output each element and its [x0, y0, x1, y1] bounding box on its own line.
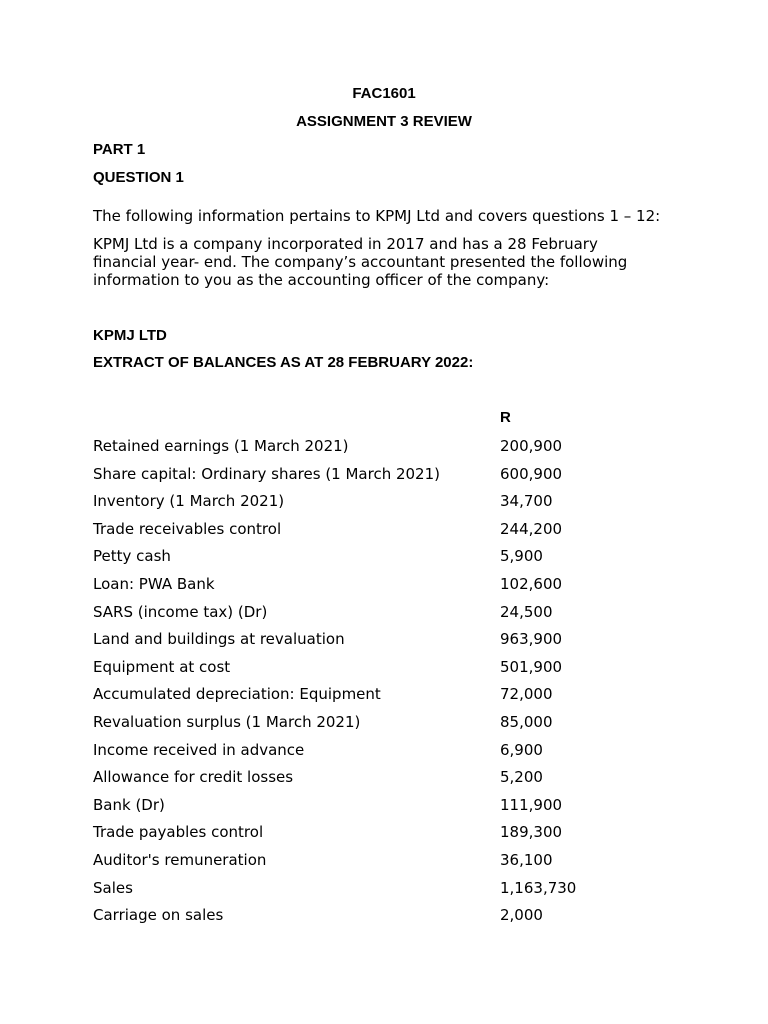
- balance-label: Retained earnings (1 March 2021): [93, 437, 349, 455]
- balance-label: Income received in advance: [93, 740, 305, 759]
- table-row: [93, 657, 613, 677]
- balance-value: 36,100: [500, 851, 553, 869]
- table-row: [93, 602, 613, 622]
- assignment-title: ASSIGNMENT 3 REVIEW: [296, 113, 472, 130]
- balance-value: 501,900: [500, 657, 563, 676]
- table-row: [93, 822, 613, 842]
- balance-value: 5,900: [500, 547, 543, 566]
- extract-title: EXTRACT OF BALANCES AS AT 28 FEBRUARY 2022:: [93, 354, 474, 371]
- balance-value: 85,000: [500, 713, 553, 731]
- table-row: [93, 795, 613, 815]
- table-row: [93, 850, 613, 870]
- balance-value: 1,163,730: [500, 878, 577, 897]
- balance-value: 24,500: [500, 602, 553, 621]
- course-code: FAC1601: [352, 85, 416, 102]
- balance-value: 963,900: [500, 630, 563, 649]
- table-row: [93, 878, 613, 898]
- table-row: [93, 491, 613, 511]
- balance-value: 111,900: [500, 795, 563, 814]
- table-row: [93, 574, 613, 594]
- balance-label: Trade receivables control: [93, 519, 282, 538]
- balance-label: Sales: [93, 878, 133, 897]
- table-row: [93, 684, 613, 704]
- intro-paragraph: KPMJ Ltd is a company incorporated in 2017 and has a 28 February financial year- end. The company’s accountant presented the following information to you as the accounting officer of the company:: [93, 235, 628, 289]
- balance-value: 5,200: [500, 768, 543, 787]
- currency-header: R: [500, 409, 511, 426]
- balance-label: Share capital: Ordinary shares (1 March 2021): [93, 464, 440, 483]
- balance-label: SARS (income tax) (Dr): [93, 602, 268, 621]
- balance-label: Trade payables control: [93, 823, 264, 842]
- balance-label: Allowance for credit losses: [93, 768, 294, 787]
- balance-value: 2,000: [500, 906, 543, 925]
- table-row: [93, 464, 613, 484]
- balance-label: Petty cash: [93, 547, 171, 566]
- table-row: [93, 546, 613, 566]
- table-row: [93, 740, 613, 760]
- balance-value: 34,700: [500, 492, 553, 511]
- table-row: [93, 629, 613, 649]
- balance-value: 102,600: [500, 575, 563, 593]
- balance-label: Auditor's remuneration: [93, 851, 267, 869]
- table-row: [93, 767, 613, 787]
- balance-label: Accumulated depreciation: Equipment: [93, 685, 381, 704]
- table-row: [93, 519, 613, 539]
- table-row: [93, 712, 613, 732]
- balance-label: Inventory (1 March 2021): [93, 492, 285, 511]
- balance-value: 189,300: [500, 823, 563, 842]
- table-row: [93, 436, 613, 456]
- balance-label: Loan: PWA Bank: [93, 575, 215, 593]
- question-heading: QUESTION 1: [93, 169, 184, 186]
- balance-value: 200,900: [500, 437, 563, 455]
- balance-label: Equipment at cost: [93, 657, 231, 676]
- balance-label: Revaluation surplus (1 March 2021): [93, 713, 361, 731]
- balance-label: Bank (Dr): [93, 795, 165, 814]
- company-name: KPMJ LTD: [93, 327, 167, 344]
- balance-value: 6,900: [500, 740, 543, 759]
- balance-value: 244,200: [500, 519, 563, 538]
- part-heading: PART 1: [93, 141, 146, 158]
- balance-value: 600,900: [500, 464, 563, 483]
- balance-value: 72,000: [500, 685, 553, 704]
- balance-label: Carriage on sales: [93, 906, 224, 925]
- intro-line: The following information pertains to KPMJ Ltd and covers questions 1 – 12:: [93, 207, 661, 225]
- table-row: [93, 905, 613, 925]
- balance-label: Land and buildings at revaluation: [93, 630, 345, 649]
